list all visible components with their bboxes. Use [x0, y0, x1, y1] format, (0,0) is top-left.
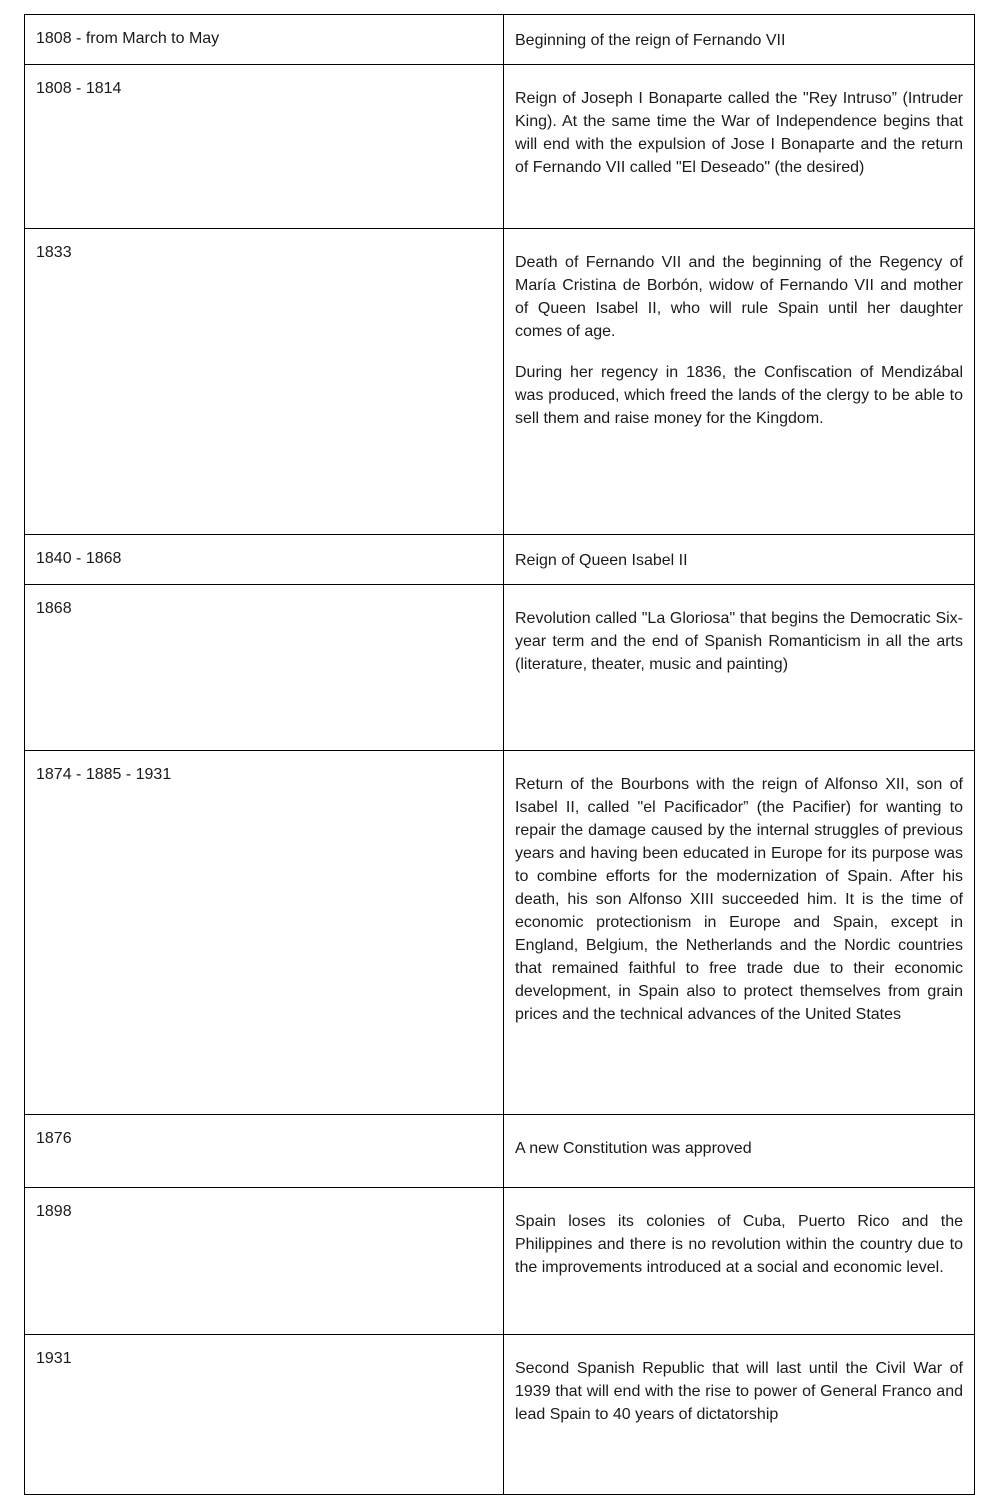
description-cell	[504, 1115, 975, 1188]
description-cell	[504, 15, 975, 65]
description-paragraph: Spain loses its colonies of Cuba, Puerto Rico and the Philippines and there is no revolution within the country due to the improvements introduced at a social and economic level.	[515, 1213, 963, 1276]
table-row	[25, 229, 975, 535]
table-row	[25, 15, 975, 65]
table-row	[25, 535, 975, 585]
description-paragraph: Return of the Bourbons with the reign of Alfonso XII, son of Isabel II, called "el Pacificador” (the Pacifier) for wanting to repair the damage caused by the internal struggles of previous years and having been educated in Europe for its purpose was to combine efforts for the modernization of Spain. After his death, his son Alfonso XIII succeeded him. It is the time of economic protectionism in Europe and Spain, except in England, Belgium, the Netherlands and the Nordic countries that remained faithful to free trade due to their economic development, in Spain also to protect themselves from grain prices and the technical advances of the United States	[515, 776, 963, 1023]
year-cell: 1808 - from March to May	[25, 15, 504, 65]
table-row	[25, 65, 975, 229]
description-cell	[504, 585, 975, 751]
table-row	[25, 585, 975, 751]
description-paragraph: During her regency in 1836, the Confiscation of Mendizábal was produced, which freed the lands of the clergy to be able to sell them and raise money for the Kingdom.	[515, 364, 963, 427]
description-paragraph: Second Spanish Republic that will last until the Civil War of 1939 that will end with the rise to power of General Franco and lead Spain to 40 years of dictatorship	[515, 1360, 963, 1423]
table-row	[25, 1335, 975, 1495]
description-cell	[504, 65, 975, 229]
table-row	[25, 751, 975, 1115]
year-cell: 1931	[25, 1335, 504, 1495]
description-paragraph: Death of Fernando VII and the beginning of the Regency of María Cristina de Borbón, widow of Fernando VII and mother of Queen Isabel II, who will rule Spain until her daughter comes of age.	[515, 254, 963, 340]
description-cell	[504, 535, 975, 585]
year-cell: 1840 - 1868	[25, 535, 504, 585]
description-paragraph: Revolution called "La Gloriosa" that begins the Democratic Six-year term and the end of Spanish Romanticism in all the arts (literature, theater, music and painting)	[515, 610, 963, 673]
timeline-table	[24, 14, 975, 1495]
year-cell: 1808 - 1814	[25, 65, 504, 229]
year-cell: 1868	[25, 585, 504, 751]
description-cell	[504, 1188, 975, 1335]
description-cell	[504, 751, 975, 1115]
description-paragraph: Beginning of the reign of Fernando VII	[515, 32, 786, 49]
year-cell: 1833	[25, 229, 504, 535]
year-cell: 1898	[25, 1188, 504, 1335]
year-cell: 1874 - 1885 - 1931	[25, 751, 504, 1115]
table-row	[25, 1188, 975, 1335]
description-paragraph: Reign of Queen Isabel II	[515, 552, 688, 569]
description-paragraph: A new Constitution was approved	[515, 1140, 752, 1157]
year-cell: 1876	[25, 1115, 504, 1188]
table-row	[25, 1115, 975, 1188]
description-paragraph: Reign of Joseph I Bonaparte called the "Rey Intruso” (Intruder King). At the same time the War of Independence begins that will end with the expulsion of Jose I Bonaparte and the return of Fernando VII called "El Deseado" (the desired)	[515, 90, 963, 176]
description-cell	[504, 1335, 975, 1495]
description-cell	[504, 229, 975, 535]
